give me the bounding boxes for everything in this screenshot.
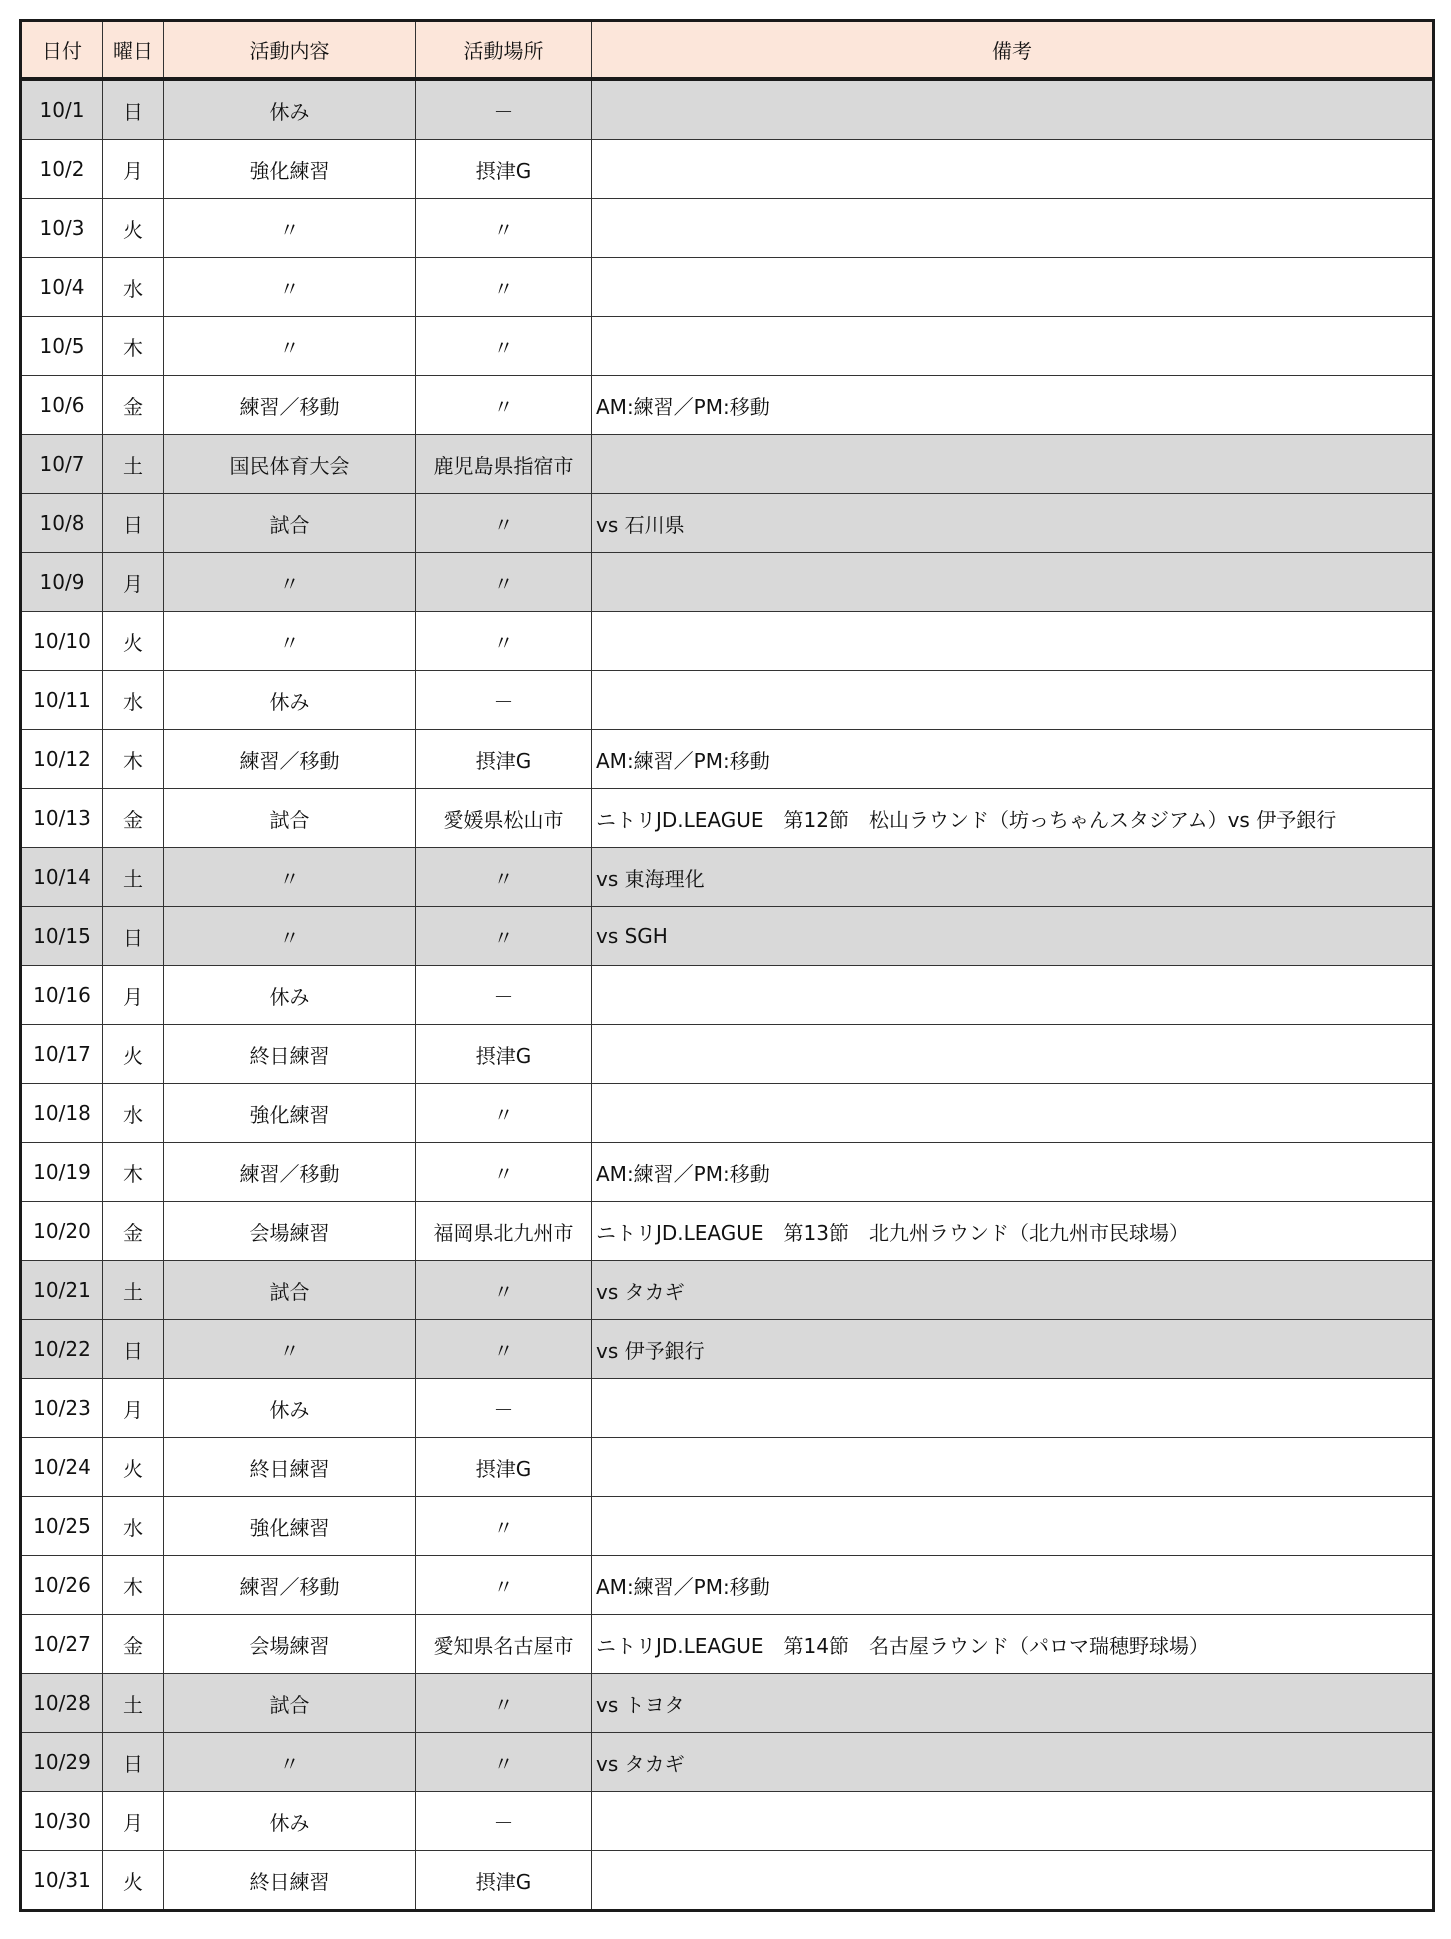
cell-place: 〃 bbox=[416, 1674, 592, 1733]
cell-note: ニトリJD.LEAGUE 第12節 松山ラウンド（坊っちゃんスタジアム）vs 伊予銀行 bbox=[592, 789, 1434, 848]
cell-activity: 〃 bbox=[164, 553, 416, 612]
cell-activity: 〃 bbox=[164, 1733, 416, 1792]
cell-place: 〃 bbox=[416, 494, 592, 553]
cell-weekday: 土 bbox=[103, 435, 164, 494]
cell-date: 10/14 bbox=[21, 848, 103, 907]
cell-note: ニトリJD.LEAGUE 第13節 北九州ラウンド（北九州市民球場） bbox=[592, 1202, 1434, 1261]
cell-activity: 練習／移動 bbox=[164, 730, 416, 789]
cell-activity: 休み bbox=[164, 1379, 416, 1438]
header-weekday: 曜日 bbox=[103, 21, 164, 80]
cell-place: － bbox=[416, 966, 592, 1025]
cell-activity: 国民体育大会 bbox=[164, 435, 416, 494]
cell-weekday: 日 bbox=[103, 494, 164, 553]
table-row bbox=[21, 1674, 1434, 1733]
cell-place: 〃 bbox=[416, 258, 592, 317]
table-row bbox=[21, 1615, 1434, 1674]
table-row bbox=[21, 966, 1434, 1025]
table-row bbox=[21, 435, 1434, 494]
cell-note bbox=[592, 435, 1434, 494]
cell-note bbox=[592, 1379, 1434, 1438]
table-row bbox=[21, 1320, 1434, 1379]
cell-weekday: 水 bbox=[103, 1497, 164, 1556]
table-row bbox=[21, 1792, 1434, 1851]
cell-date: 10/22 bbox=[21, 1320, 103, 1379]
cell-weekday: 日 bbox=[103, 1320, 164, 1379]
cell-date: 10/31 bbox=[21, 1851, 103, 1911]
table-row bbox=[21, 376, 1434, 435]
cell-weekday: 日 bbox=[103, 907, 164, 966]
cell-weekday: 火 bbox=[103, 1438, 164, 1497]
cell-weekday: 月 bbox=[103, 1379, 164, 1438]
cell-activity: 休み bbox=[164, 671, 416, 730]
cell-place: 〃 bbox=[416, 1261, 592, 1320]
cell-place: － bbox=[416, 671, 592, 730]
table-row bbox=[21, 848, 1434, 907]
cell-activity: 〃 bbox=[164, 907, 416, 966]
cell-place: 愛知県名古屋市 bbox=[416, 1615, 592, 1674]
cell-date: 10/8 bbox=[21, 494, 103, 553]
table-row bbox=[21, 1084, 1434, 1143]
cell-activity: 〃 bbox=[164, 258, 416, 317]
cell-activity: 会場練習 bbox=[164, 1202, 416, 1261]
table-row bbox=[21, 1851, 1434, 1911]
table-header bbox=[21, 21, 1434, 80]
table-row bbox=[21, 1379, 1434, 1438]
table-row bbox=[21, 730, 1434, 789]
cell-weekday: 水 bbox=[103, 258, 164, 317]
cell-note bbox=[592, 1851, 1434, 1911]
cell-weekday: 金 bbox=[103, 789, 164, 848]
cell-date: 10/15 bbox=[21, 907, 103, 966]
cell-activity: 終日練習 bbox=[164, 1851, 416, 1911]
cell-date: 10/13 bbox=[21, 789, 103, 848]
table-row bbox=[21, 1497, 1434, 1556]
cell-note bbox=[592, 1497, 1434, 1556]
cell-activity: 練習／移動 bbox=[164, 1143, 416, 1202]
cell-date: 10/9 bbox=[21, 553, 103, 612]
cell-activity: 〃 bbox=[164, 1320, 416, 1379]
cell-date: 10/18 bbox=[21, 1084, 103, 1143]
cell-date: 10/3 bbox=[21, 199, 103, 258]
cell-weekday: 金 bbox=[103, 1202, 164, 1261]
header-date: 日付 bbox=[21, 21, 103, 80]
cell-weekday: 日 bbox=[103, 79, 164, 140]
cell-place: 〃 bbox=[416, 1497, 592, 1556]
cell-date: 10/29 bbox=[21, 1733, 103, 1792]
cell-activity: 〃 bbox=[164, 612, 416, 671]
table-row bbox=[21, 553, 1434, 612]
cell-note: vs 東海理化 bbox=[592, 848, 1434, 907]
table-row bbox=[21, 1025, 1434, 1084]
cell-activity: 試合 bbox=[164, 1261, 416, 1320]
cell-place: 〃 bbox=[416, 376, 592, 435]
cell-place: － bbox=[416, 79, 592, 140]
header-row bbox=[21, 21, 1434, 80]
cell-activity: 試合 bbox=[164, 789, 416, 848]
cell-note: AM:練習／PM:移動 bbox=[592, 1556, 1434, 1615]
cell-date: 10/25 bbox=[21, 1497, 103, 1556]
cell-note bbox=[592, 553, 1434, 612]
cell-date: 10/17 bbox=[21, 1025, 103, 1084]
cell-place: 〃 bbox=[416, 1084, 592, 1143]
cell-place: 愛媛県松山市 bbox=[416, 789, 592, 848]
cell-place: 〃 bbox=[416, 553, 592, 612]
table-row bbox=[21, 1143, 1434, 1202]
cell-note: vs SGH bbox=[592, 907, 1434, 966]
cell-weekday: 土 bbox=[103, 1261, 164, 1320]
table-row bbox=[21, 671, 1434, 730]
cell-note bbox=[592, 199, 1434, 258]
cell-note bbox=[592, 612, 1434, 671]
table-row bbox=[21, 199, 1434, 258]
cell-weekday: 水 bbox=[103, 671, 164, 730]
cell-date: 10/12 bbox=[21, 730, 103, 789]
table-row bbox=[21, 258, 1434, 317]
cell-activity: 練習／移動 bbox=[164, 376, 416, 435]
table-row bbox=[21, 1202, 1434, 1261]
cell-note: vs タカギ bbox=[592, 1261, 1434, 1320]
cell-note: vs タカギ bbox=[592, 1733, 1434, 1792]
cell-place: 〃 bbox=[416, 199, 592, 258]
cell-weekday: 金 bbox=[103, 376, 164, 435]
cell-date: 10/24 bbox=[21, 1438, 103, 1497]
cell-note: vs トヨタ bbox=[592, 1674, 1434, 1733]
cell-note: AM:練習／PM:移動 bbox=[592, 730, 1434, 789]
cell-weekday: 木 bbox=[103, 730, 164, 789]
cell-weekday: 火 bbox=[103, 199, 164, 258]
cell-weekday: 木 bbox=[103, 1143, 164, 1202]
cell-activity: 休み bbox=[164, 966, 416, 1025]
cell-place: 〃 bbox=[416, 612, 592, 671]
cell-date: 10/19 bbox=[21, 1143, 103, 1202]
cell-date: 10/1 bbox=[21, 79, 103, 140]
cell-place: 摂津G bbox=[416, 1438, 592, 1497]
cell-place: － bbox=[416, 1792, 592, 1851]
cell-note: AM:練習／PM:移動 bbox=[592, 376, 1434, 435]
cell-note bbox=[592, 317, 1434, 376]
cell-date: 10/5 bbox=[21, 317, 103, 376]
cell-weekday: 火 bbox=[103, 612, 164, 671]
cell-activity: 〃 bbox=[164, 848, 416, 907]
cell-weekday: 土 bbox=[103, 1674, 164, 1733]
cell-activity: 強化練習 bbox=[164, 1084, 416, 1143]
cell-note: vs 石川県 bbox=[592, 494, 1434, 553]
cell-place: 〃 bbox=[416, 848, 592, 907]
cell-note bbox=[592, 1438, 1434, 1497]
cell-weekday: 月 bbox=[103, 966, 164, 1025]
cell-activity: 強化練習 bbox=[164, 1497, 416, 1556]
table-row bbox=[21, 1438, 1434, 1497]
cell-date: 10/28 bbox=[21, 1674, 103, 1733]
cell-date: 10/27 bbox=[21, 1615, 103, 1674]
cell-weekday: 火 bbox=[103, 1025, 164, 1084]
cell-activity: 終日練習 bbox=[164, 1438, 416, 1497]
cell-date: 10/20 bbox=[21, 1202, 103, 1261]
cell-weekday: 木 bbox=[103, 1556, 164, 1615]
cell-place: － bbox=[416, 1379, 592, 1438]
cell-note: AM:練習／PM:移動 bbox=[592, 1143, 1434, 1202]
cell-date: 10/11 bbox=[21, 671, 103, 730]
header-place: 活動場所 bbox=[416, 21, 592, 80]
cell-note bbox=[592, 671, 1434, 730]
cell-date: 10/7 bbox=[21, 435, 103, 494]
table-row bbox=[21, 1733, 1434, 1792]
cell-weekday: 月 bbox=[103, 553, 164, 612]
cell-note bbox=[592, 966, 1434, 1025]
cell-date: 10/26 bbox=[21, 1556, 103, 1615]
table-row bbox=[21, 907, 1434, 966]
cell-activity: 試合 bbox=[164, 1674, 416, 1733]
cell-place: 〃 bbox=[416, 1143, 592, 1202]
table-row bbox=[21, 140, 1434, 199]
cell-date: 10/30 bbox=[21, 1792, 103, 1851]
cell-activity: 終日練習 bbox=[164, 1025, 416, 1084]
cell-weekday: 月 bbox=[103, 140, 164, 199]
table-row bbox=[21, 789, 1434, 848]
cell-place: 鹿児島県指宿市 bbox=[416, 435, 592, 494]
cell-activity: 〃 bbox=[164, 199, 416, 258]
cell-weekday: 火 bbox=[103, 1851, 164, 1911]
cell-date: 10/16 bbox=[21, 966, 103, 1025]
table-row bbox=[21, 79, 1434, 140]
cell-activity: 強化練習 bbox=[164, 140, 416, 199]
cell-place: 〃 bbox=[416, 1733, 592, 1792]
cell-weekday: 土 bbox=[103, 848, 164, 907]
cell-note: vs 伊予銀行 bbox=[592, 1320, 1434, 1379]
cell-place: 〃 bbox=[416, 907, 592, 966]
cell-date: 10/10 bbox=[21, 612, 103, 671]
cell-note bbox=[592, 1084, 1434, 1143]
table-row bbox=[21, 612, 1434, 671]
cell-place: 〃 bbox=[416, 1320, 592, 1379]
cell-date: 10/6 bbox=[21, 376, 103, 435]
schedule-table bbox=[19, 19, 1435, 1912]
cell-weekday: 金 bbox=[103, 1615, 164, 1674]
cell-place: 〃 bbox=[416, 317, 592, 376]
cell-place: 摂津G bbox=[416, 1851, 592, 1911]
cell-note bbox=[592, 258, 1434, 317]
cell-activity: 休み bbox=[164, 1792, 416, 1851]
cell-activity: 練習／移動 bbox=[164, 1556, 416, 1615]
cell-place: 摂津G bbox=[416, 730, 592, 789]
cell-activity: 休み bbox=[164, 79, 416, 140]
table-row bbox=[21, 494, 1434, 553]
cell-place: 〃 bbox=[416, 1556, 592, 1615]
table-body bbox=[21, 79, 1434, 1911]
cell-note bbox=[592, 140, 1434, 199]
table-row bbox=[21, 1261, 1434, 1320]
cell-weekday: 木 bbox=[103, 317, 164, 376]
cell-activity: 〃 bbox=[164, 317, 416, 376]
cell-activity: 会場練習 bbox=[164, 1615, 416, 1674]
cell-date: 10/21 bbox=[21, 1261, 103, 1320]
cell-note bbox=[592, 1025, 1434, 1084]
table-row bbox=[21, 1556, 1434, 1615]
cell-activity: 試合 bbox=[164, 494, 416, 553]
cell-place: 福岡県北九州市 bbox=[416, 1202, 592, 1261]
cell-date: 10/23 bbox=[21, 1379, 103, 1438]
header-note: 備考 bbox=[592, 21, 1434, 80]
cell-place: 摂津G bbox=[416, 1025, 592, 1084]
cell-date: 10/2 bbox=[21, 140, 103, 199]
cell-note: ニトリJD.LEAGUE 第14節 名古屋ラウンド（パロマ瑞穂野球場） bbox=[592, 1615, 1434, 1674]
cell-weekday: 日 bbox=[103, 1733, 164, 1792]
cell-place: 摂津G bbox=[416, 140, 592, 199]
cell-date: 10/4 bbox=[21, 258, 103, 317]
cell-note bbox=[592, 1792, 1434, 1851]
header-activity: 活動内容 bbox=[164, 21, 416, 80]
cell-weekday: 月 bbox=[103, 1792, 164, 1851]
table-row bbox=[21, 317, 1434, 376]
cell-note bbox=[592, 79, 1434, 140]
cell-weekday: 水 bbox=[103, 1084, 164, 1143]
